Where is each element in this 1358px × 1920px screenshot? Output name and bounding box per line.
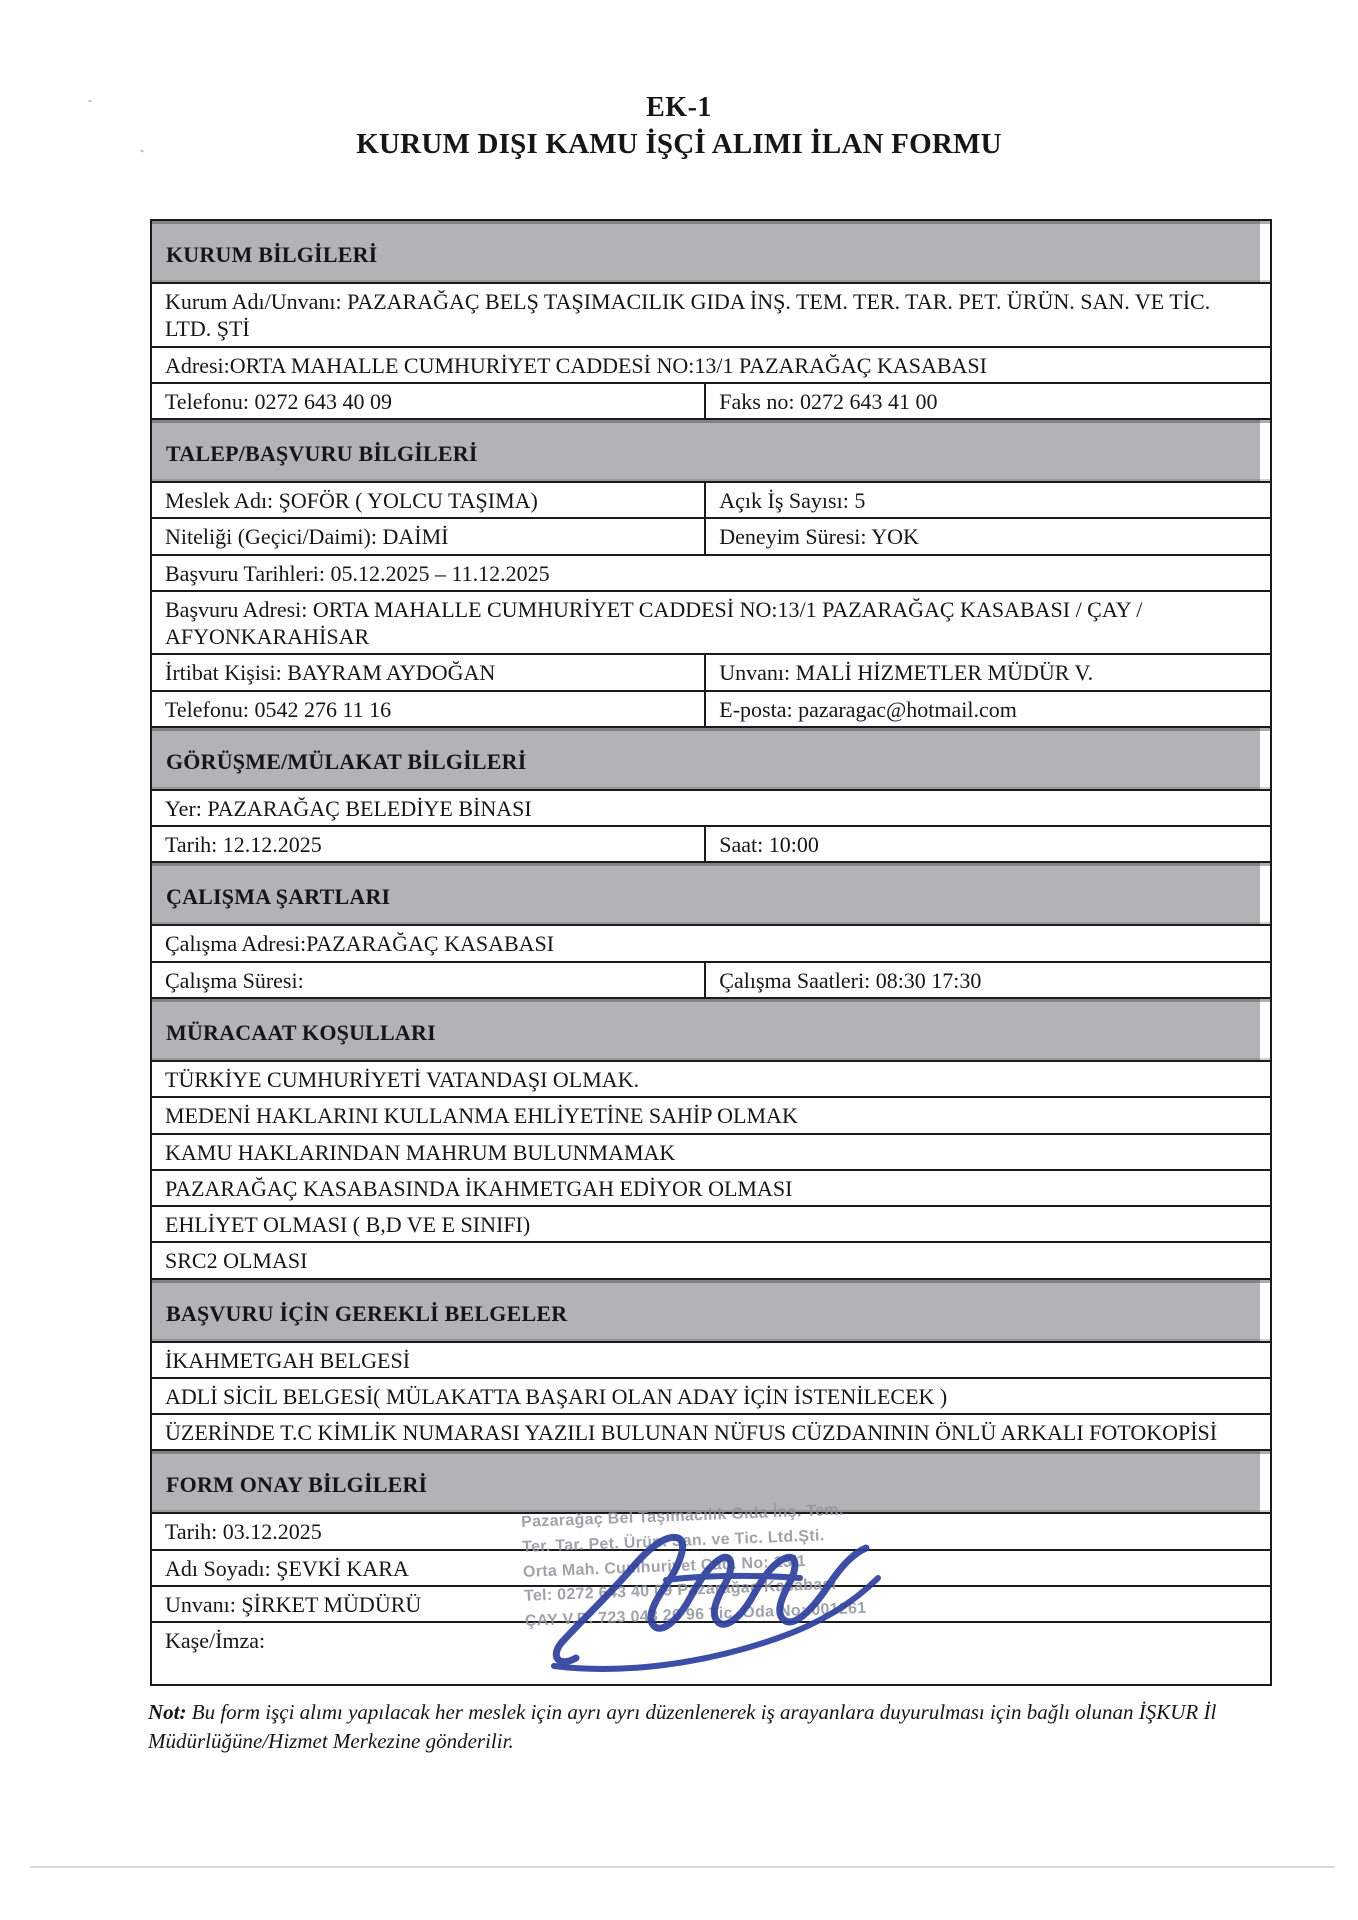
stamp-line: ÇAY V.D. 723 043 20 96 Tic. Oda No: 001261 — [524, 1599, 867, 1631]
field-onay-unvani — [152, 1587, 1270, 1623]
row-tarih-saat — [152, 827, 1270, 863]
field-basvuru-tarihleri — [152, 556, 1270, 592]
condition-row — [152, 1243, 1270, 1279]
condition-text: PAZARAĞAÇ KASABASINDA İKAHMETGAH EDİYOR OLMASI — [165, 1175, 793, 1201]
field-onay-tarih-text: Tarih: 03.12.2025 — [165, 1519, 322, 1545]
note-label: Not: — [148, 1700, 187, 1725]
field-basvuru-adresi — [152, 592, 1270, 656]
condition-row — [152, 1062, 1270, 1098]
section-header-talep-basvuru: TALEP/BAŞVURU BİLGİLERİ — [152, 420, 1270, 483]
condition-row — [152, 1135, 1270, 1171]
document-text: ADLİ SİCİL BELGESİ( MÜLAKATTA BAŞARI OLAN ADAY İÇİN İSTENİLECEK ) — [165, 1383, 948, 1409]
document-text: ÜZERİNDE T.C KİMLİK NUMARASI YAZILI BULUNAN NÜFUS CÜZDANININ ÖNLÜ ARKALI FOTOKOPİSİ — [165, 1420, 1218, 1446]
field-calisma-adresi-text: Çalışma Adresi:PAZARAĞAÇ KASABASI — [165, 931, 555, 957]
field-eposta: E-posta: pazaragac@hotmail.com — [704, 692, 1270, 726]
field-kurum-telefon: Telefonu: 0272 643 40 09 — [165, 388, 392, 414]
row-calisma-suresi-saatleri — [152, 963, 1270, 999]
field-calisma-suresi: Çalışma Süresi: — [165, 967, 304, 993]
doc-code: EK-1 — [646, 92, 712, 123]
condition-row — [152, 1098, 1270, 1134]
document-row — [152, 1379, 1270, 1415]
stamp-line: Tel: 0272 643 40 09 Pazarağaç Kasabası — [523, 1576, 837, 1606]
scan-speck — [88, 100, 92, 102]
document-text: İKAHMETGAH BELGESİ — [165, 1347, 411, 1373]
stamp-line: Orta Mah. Cumhuriyet Cad. No: 13/1 — [522, 1552, 807, 1581]
stamp-line: Ter. Tar. Pet. Ürün. San. ve Tic. Ltd.Şti. — [521, 1527, 825, 1556]
row-meslek-acikis — [152, 483, 1270, 519]
field-irtibat-telefonu: Telefonu: 0542 276 11 16 — [165, 696, 392, 722]
condition-text: KAMU HAKLARINDAN MAHRUM BULUNMAMAK — [165, 1139, 676, 1165]
field-gorusme-yeri — [152, 791, 1270, 827]
field-calisma-saatleri: Çalışma Saatleri: 08:30 17:30 — [704, 963, 1270, 997]
row-telefon-eposta — [152, 692, 1270, 728]
form-table — [150, 219, 1272, 1686]
condition-row — [152, 1207, 1270, 1243]
section-header-gerekli-belgeler: BAŞVURU İÇİN GEREKLİ BELGELER — [152, 1280, 1270, 1343]
page-title: KURUM DIŞI KAMU İŞÇİ ALIMI İLAN FORMU — [356, 128, 1002, 160]
field-gorusme-yeri-text: Yer: PAZARAĞAÇ BELEDİYE BİNASI — [165, 795, 532, 821]
field-irtibat-kisisi: İrtibat Kişisi: BAYRAM AYDOĞAN — [165, 660, 496, 686]
field-gorusme-saati: Saat: 10:00 — [704, 827, 1270, 861]
section-header-gorusme-mulakat: GÖRÜŞME/MÜLAKAT BİLGİLERİ — [152, 728, 1270, 791]
field-adi-soyadi — [152, 1551, 1270, 1587]
field-gorusme-tarihi: Tarih: 12.12.2025 — [165, 832, 322, 858]
field-meslek-adi: Meslek Adı: ŞOFÖR ( YOLCU TAŞIMA) — [165, 488, 538, 514]
field-kase-imza — [152, 1623, 1270, 1684]
document-row — [152, 1415, 1270, 1451]
row-irtibat-unvan — [152, 655, 1270, 691]
footer-note — [148, 1698, 1253, 1755]
scan-artifact-line — [30, 1866, 1335, 1868]
field-acik-is-sayisi: Açık İş Sayısı: 5 — [704, 483, 1270, 517]
field-onay-unvani-text: Unvanı: ŞİRKET MÜDÜRÜ — [165, 1591, 422, 1617]
section-header-kurum-bilgileri: KURUM BİLGİLERİ — [152, 221, 1270, 284]
field-kurum-faks: Faks no: 0272 643 41 00 — [704, 384, 1270, 418]
note-body: Bu form işçi alımı yapılacak her meslek için ayrı ayrı düzenlenerek iş arayanlara duyurulması için bağlı olunan İŞKUR İl Müdürlüğüne/Hizmet Merkezine gönderilir. — [148, 1700, 1217, 1753]
stamp-line: Pazarağaç Bel Taşımacılık Gıda İnş. Tem. — [520, 1501, 844, 1531]
section-header-form-onay: FORM ONAY BİLGİLERİ — [152, 1451, 1270, 1514]
field-basvuru-tarihleri-text: Başvuru Tarihleri: 05.12.2025 – 11.12.2025 — [165, 560, 550, 586]
field-basvuru-adresi-text: Başvuru Adresi: ORTA MAHALLE CUMHURİYET CADDESİ NO:13/1 PAZARAĞAÇ KASABASI / ÇAY / AFYONKARAHİSAR — [165, 596, 1143, 650]
field-adi-soyadi-text: Adı Soyadı: ŞEVKİ KARA — [165, 1555, 409, 1581]
row-telefon-faks — [152, 384, 1270, 420]
field-kurum-adres — [152, 348, 1270, 384]
condition-row — [152, 1171, 1270, 1207]
field-irtibat-unvani: Unvanı: MALİ HİZMETLER MÜDÜR V. — [704, 655, 1270, 689]
field-kase-imza-text: Kaşe/İmza: — [165, 1628, 266, 1654]
field-onay-tarih — [152, 1514, 1270, 1550]
condition-text: MEDENİ HAKLARINI KULLANMA EHLİYETİNE SAHİP OLMAK — [165, 1103, 798, 1129]
field-kurum-adres-text: Adresi:ORTA MAHALLE CUMHURİYET CADDESİ NO:13/1 PAZARAĞAÇ KASABASI — [165, 352, 987, 378]
document-row — [152, 1343, 1270, 1379]
section-header-muracaat-kosullari: MÜRACAAT KOŞULLARI — [152, 999, 1270, 1062]
document-header — [0, 0, 1358, 161]
field-kurum-adi — [152, 284, 1270, 348]
condition-text: EHLİYET OLMASI ( B,D VE E SINIFI) — [165, 1212, 531, 1238]
field-deneyim-suresi: Deneyim Süresi: YOK — [704, 519, 1270, 553]
field-kurum-adi-text: Kurum Adı/Unvanı: PAZARAĞAÇ BELŞ TAŞIMACILIK GIDA İNŞ. TEM. TER. TAR. PET. ÜRÜN. SAN. VE TİC. LTD. ŞTİ — [165, 289, 1211, 342]
section-header-calisma-sartlari: ÇALIŞMA ŞARTLARI — [152, 863, 1270, 926]
field-calisma-adresi — [152, 926, 1270, 962]
field-niteligi: Niteliği (Geçici/Daimi): DAİMİ — [165, 524, 449, 550]
condition-text: SRC2 OLMASI — [165, 1248, 308, 1274]
condition-text: TÜRKİYE CUMHURİYETİ VATANDAŞI OLMAK. — [165, 1066, 640, 1092]
row-nitelik-deneyim — [152, 519, 1270, 555]
